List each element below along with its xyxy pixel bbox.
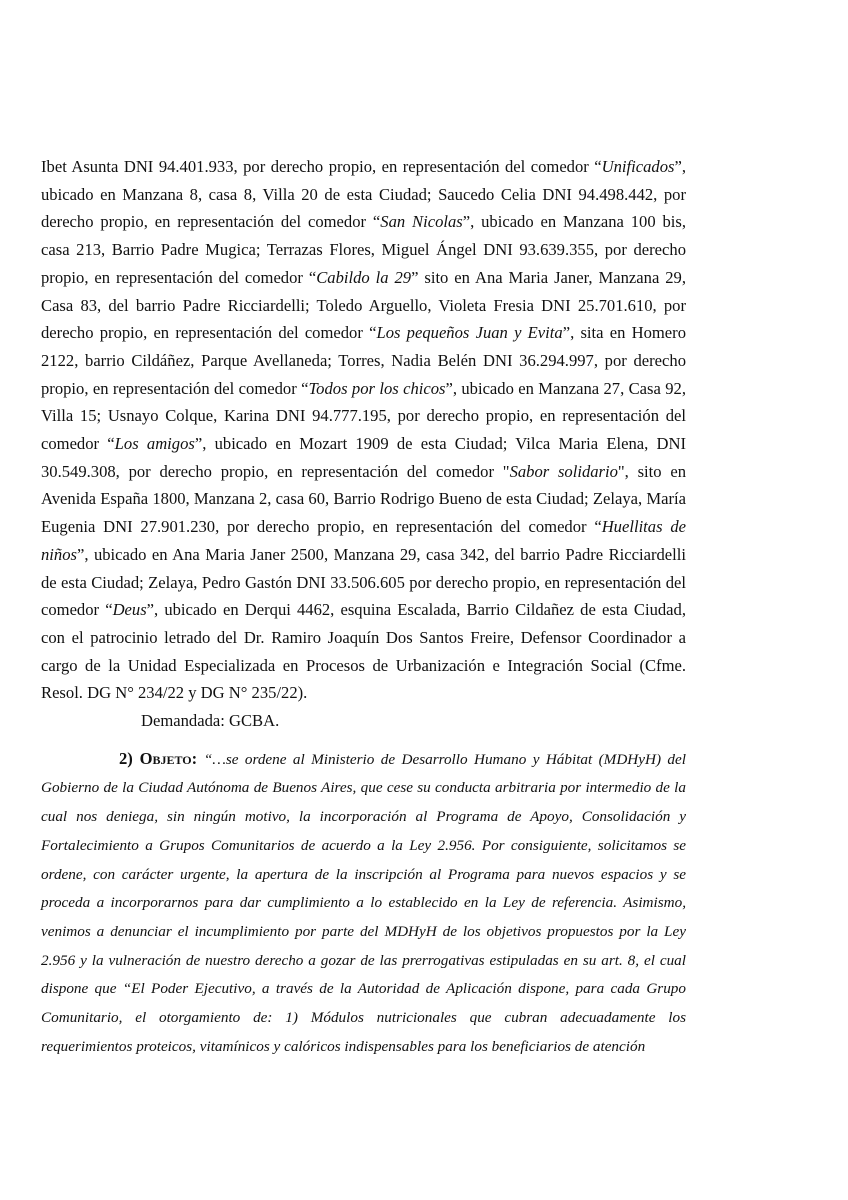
comedor-name: Huellitas de niños: [41, 517, 686, 564]
text-segment: ”, ubicado en Manzana 8, casa 8, Villa 20 de esta Ciudad; Saucedo Celia DNI 94.498.442, por derecho propio, en representación del comedor “: [41, 157, 686, 232]
comedor-name: Los amigos: [114, 434, 195, 454]
text-segment: ” sito en Ana Maria Janer, Manzana 29, Casa 83, del barrio Padre Ricciardelli; Toledo Arguello, Violeta Fresia DNI 25.701.610, por derecho propio, en representación del comedor “: [41, 267, 686, 343]
text-segment: Ibet Asunta DNI 94.401.933, por derecho propio, en representación del comedor “: [41, 157, 602, 176]
comedor-name: Sabor solidario: [509, 461, 618, 481]
plaintiffs-paragraph: [41, 153, 686, 707]
objeto-label: Objeto:: [139, 748, 198, 768]
comedor-name: San Nicolas: [380, 212, 463, 232]
comedor-name: Cabildo la 29: [316, 267, 412, 287]
document-body: [41, 153, 686, 1061]
comedor-name: Deus: [112, 600, 147, 620]
comedor-name: Unificados: [601, 157, 675, 176]
objeto-heading: [119, 749, 197, 768]
objeto-text: “…se ordene al Ministerio de Desarrollo Humano y Hábitat (MDHyH) del Gobierno de la Ciudad Autónoma de Buenos Aires, que cese su conducta arbitraria por intermedio de la cual nos deniega, sin ningún motivo, la incorporación al Programa de Apoyo, Consolidación y Fortalecimiento a Grupos Comunitarios de acuerdo a la Ley 2.956. Por consiguiente, solicitamos se ordene, con carácter urgente, la apertura de la inscripción al Programa para nuevos espacios y se proceda a incorporarnos para dar cumplimiento a lo establecido en la Ley de referencia. Asimismo, venimos a denunciar el incumplimiento por parte del MDHyH de los objetivos propuestos por la Ley 2.956 y la vulneración de nuestro derecho a gozar de las prerrogativas estipuladas en su art. 8, el cual dispone que “El Poder Ejecutivo, a través de la Autoridad de Aplicación dispone, para cada Grupo Comunitario, el otorgamiento de: 1) Módulos nutricionales que cubran adecuadamente los requerimientos proteicos, vitamínicos y calóricos indispensables para los beneficiarios de atención: [41, 750, 686, 1055]
comedor-name: Los pequeños Juan y Evita: [376, 323, 563, 343]
comedor-name: Todos por los chicos: [308, 378, 446, 398]
text-segment: ”, ubicado en Ana Maria Janer 2500, Manzana 29, casa 342, del barrio Padre Ricciardelli de esta Ciudad; Zelaya, Pedro Gastón DNI 33.506.605 por derecho propio, en representación del comedor “: [41, 544, 686, 620]
objeto-paragraph: [41, 745, 686, 1061]
text-segment: ”, ubicado en Derqui 4462, esquina Escalada, Barrio Cildañez de esta Ciudad, con el patrocinio letrado del Dr. Ramiro Joaquín Dos Santos Freire, Defensor Coordinador a cargo de la Unidad Especializada en Procesos de Urbanización e Integración Social (Cfme. Resol. DG N° 234/22 y DG N° 235/22).: [41, 600, 686, 703]
text-segment: ”, sita en Homero 2122, barrio Cildáñez, Parque Avellaneda; Torres, Nadia Belén DNI 36.294.997, por derecho propio, en representación del comedor “: [41, 323, 686, 398]
objeto-number: 2): [119, 748, 133, 768]
text-segment: ”, ubicado en Manzana 27, Casa 92, Villa 15; Usnayo Colque, Karina DNI 94.777.195, por derecho propio, en representación del comedor “: [41, 378, 686, 454]
text-segment: ”, ubicado en Manzana 100 bis, casa 213, Barrio Padre Mugica; Terrazas Flores, Miguel Ángel DNI 93.639.355, por derecho propio, en representación del comedor “: [41, 212, 686, 287]
text-segment: ”, ubicado en Mozart 1909 de esta Ciudad; Vilca Maria Elena, DNI 30.549.308, por derecho propio, en representación del comedor ": [41, 434, 686, 481]
text-segment: ", sito en Avenida España 1800, Manzana 2, casa 60, Barrio Rodrigo Bueno de esta Ciudad; Zelaya, María Eugenia DNI 27.901.230, por derecho propio, en representación del comedor “: [41, 461, 686, 537]
demandada-line: Demandada: GCBA.: [141, 711, 280, 731]
